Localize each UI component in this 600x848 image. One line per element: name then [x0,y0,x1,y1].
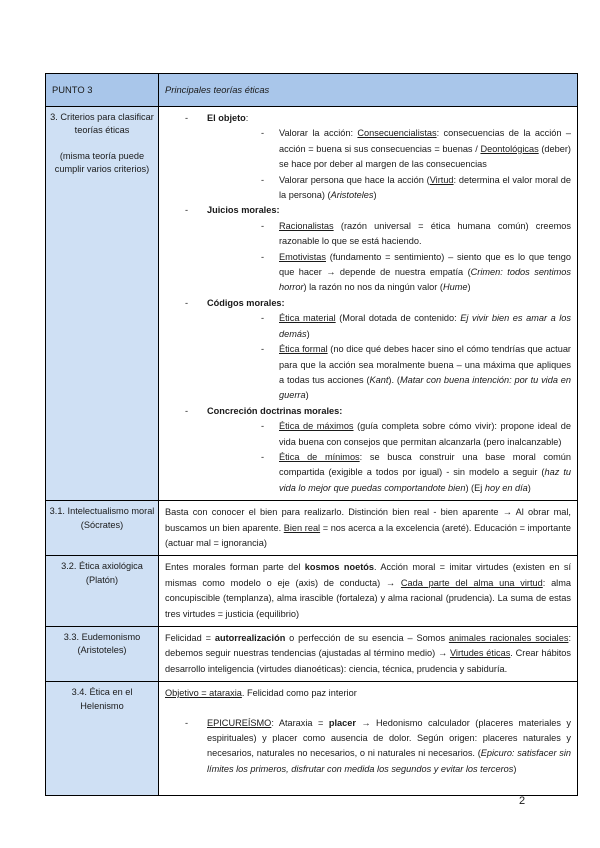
row-label: 3.4. Ética en el Helenismo [46,682,159,796]
table-header-row [46,74,578,107]
list-item: - Emotivistas (fundamento = sentimiento) – siento que es lo que tengo que hacer → depende de nuestra empatía (Crimen: todos sentimos horror) la razón no nos da ningún valor (Hume) [261,251,571,293]
list-item: - Juicios morales: - Racionalistas (razón universal = ética humana común) creemos razonable lo que se está haciendo. - Emotivistas (fundamento = sentimiento) – siento que es lo que tengo que hacer → depende de nuestra empatía (Crimen: todos sentimos horror) la razón no nos da ningún valor (Hume) [165,203,571,295]
list-item: - Ética formal (no dice qué debes hacer sino el cómo tendrías que actuar para que la acción sea moralmente buena – una máxima que apliques a todas tus acciones (Kant). (Matar con buena intención: por tu vida en guerra) [261,344,571,401]
list-item: - El objeto: - Valorar la acción: Consecuencialistas: consecuencias de la acción – acción = buena si sus consecuencias = buenas / Deontológicas (deber) se hace por deber al margen de las consecuencias - Valorar persona que hace la acción (Virtud: determina el valor moral de la persona) (Aristoteles) [165,111,571,203]
header-title: Principales teorías éticas [159,74,578,107]
page-number: 2 [519,795,526,807]
theories-table [45,73,578,796]
row-content [159,107,578,501]
objeto-heading: El objeto [207,113,246,123]
row-content: Basta con conocer el bien para realizarlo. Distinción bien real - bien aparente → Al obrar mal, buscamos un bien aparente. Bien real = nos acerca a la excelencia (areté). Educación = importante (actuar mal = ignorancia) [159,501,578,556]
row-label: 3.2. Ética axiológica (Platón) [46,556,159,627]
row-label [46,107,159,501]
list-item: - Ética material (Moral dotada de contenido: Ej vivir bien es amar a los demás) [261,313,571,339]
list-item: - EPICUREÍSMO: Ataraxia = placer → Hedonismo calculador (placeres materiales y espirituales) y placer como ausencia de dolor. Según origen: placeres naturales y necesarios, naturales no necesarios, o ni naturales ni necesarios. (Epicuro: satisfacer sin límites los primeros, disfrutar con medida los segundos y evitar los terceros) [185,717,572,774]
juicios-heading: Juicios morales: [207,205,280,216]
list-item: - Racionalistas (razón universal = ética humana común) creemos razonable lo que se está haciendo. [261,220,571,247]
row-content: Entes morales forman parte del kosmos noetós. Acción moral = imitar virtudes (existen en sí mismas como modelo o eje (axis) de conducta) → Cada parte del alma una virtud: alma concupiscible (templanza), alma irascible (fortaleza) y alma racional (prudencia). La suma de estas tres virtudes = justicia (equilibrio) [159,556,578,627]
row-label: 3.1. Intelectualismo moral (Sócrates) [46,501,159,556]
concrecion-heading: Concreción doctrinas morales: [207,405,343,416]
list-item: - Valorar persona que hace la acción (Virtud: determina el valor moral de la persona) (Aristoteles) [261,174,571,201]
criteria-note: (misma teoría puede cumplir varios criterios) [54,150,150,175]
header-point: PUNTO 3 [46,74,159,107]
row-content: Felicidad = autorrealización o perfección de su esencia – Somos animales racionales sociales: debemos seguir nuestras tendencias (ajustadas al término medio) → Virtudes éticas. Crear hábitos desarrollo inteligencia (virtudes dianoéticas): ciencia, técnica, prudencia y sabiduría. [159,627,578,682]
table-row [46,501,578,556]
codigos-heading: Códigos morales: [207,297,285,308]
list-item: - Ética de mínimos: se busca construir una base moral común compartida (exigible a todos por igual) - sin modelo a seguir (haz tu vida lo mejor que puedas comportandote bien) (Ej hoy en día) [261,451,571,493]
table-row [46,107,578,501]
list-item: - Códigos morales: - Ética material (Moral dotada de contenido: Ej vivir bien es amar a los demás) - Ética formal (no dice qué debes hacer sino el cómo tendrías que actuar para que la acción sea moralmente buena – una máxima que apliques a todas tus acciones (Kant). (Matar con buena intención: por tu vida en guerra) [165,296,571,404]
row-label: 3.3. Eudemonismo (Aristoteles) [46,627,159,682]
list-item: - Valorar la acción: Consecuencialistas: consecuencias de la acción – acción = buena si sus consecuencias = buenas / Deontológicas (deber) se hace por deber al margen de las consecuencias [261,128,571,170]
criteria-list [165,111,571,496]
list-item: - Ética de máximos (guía completa sobre cómo vivir): propone ideal de vida buena con consejos que permitan alcanzarla (pero inalcanzable) [261,421,571,447]
table-row [46,556,578,627]
table-row [46,627,578,682]
criteria-title: 3. Criterios para clasificar teorías éticas [50,112,154,136]
list-item: - Concreción doctrinas morales: - Ética de máximos (guía completa sobre cómo vivir): propone ideal de vida buena con consejos que permitan alcanzarla (pero inalcanzable) - Ética de mínimos: se busca construir una base moral común compartida (exigible a todos por igual) - sin modelo a seguir (haz tu vida lo mejor que puedas comportandote bien) (Ej hoy en día) [165,404,571,496]
row-content: Objetivo = ataraxia. Felicidad como paz interior - EPICUREÍSMO: Ataraxia = placer → Hedonismo calculador (placeres materiales y espirituales) y placer como ausencia de dolor. Según origen: placeres naturales y necesarios, naturales no necesarios, o ni naturales ni necesarios. (Epicuro: satisfacer sin límites los primeros, disfrutar con medida los segundos y evitar los terceros) [159,682,578,796]
table-row [46,682,578,796]
